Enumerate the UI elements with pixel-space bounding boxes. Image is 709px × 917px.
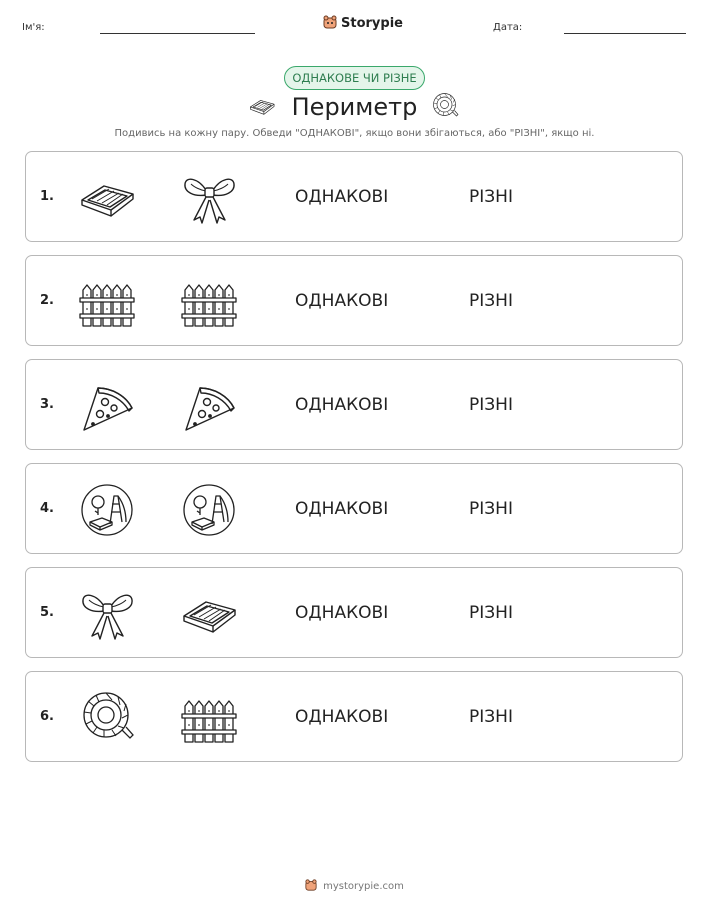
playground-icon	[78, 482, 136, 538]
option-different[interactable]: РІЗНІ	[469, 499, 513, 519]
item-number: 1.	[40, 189, 54, 204]
bow-icon	[78, 586, 136, 642]
option-different[interactable]: РІЗНІ	[469, 603, 513, 623]
fence-icon	[180, 690, 238, 746]
option-different[interactable]: РІЗНІ	[469, 395, 513, 415]
item-number: 4.	[40, 501, 54, 516]
option-same[interactable]: ОДНАКОВІ	[295, 395, 389, 415]
worksheet-header	[0, 18, 709, 42]
option-different[interactable]: РІЗНІ	[469, 707, 513, 727]
footer	[0, 879, 709, 894]
footer-url: mystorypie.com	[323, 881, 404, 892]
pair-card	[25, 151, 683, 242]
pair-card	[25, 359, 683, 450]
option-same[interactable]: ОДНАКОВІ	[295, 187, 389, 207]
option-same[interactable]: ОДНАКОВІ	[295, 291, 389, 311]
tray-icon	[180, 586, 238, 642]
bow-icon	[180, 170, 238, 226]
name-field[interactable]	[100, 33, 255, 34]
pair-card	[25, 567, 683, 658]
option-different[interactable]: РІЗНІ	[469, 187, 513, 207]
option-different[interactable]: РІЗНІ	[469, 291, 513, 311]
tray-icon	[78, 170, 136, 226]
date-field[interactable]	[564, 33, 686, 34]
name-label: Ім'я:	[22, 22, 45, 33]
storypie-mascot-icon	[305, 879, 317, 894]
rope-icon	[78, 690, 136, 746]
date-label: Дата:	[493, 22, 523, 33]
item-number: 5.	[40, 605, 54, 620]
item-number: 6.	[40, 709, 54, 724]
page-title: Периметр	[291, 93, 418, 121]
item-number: 3.	[40, 397, 54, 412]
fence-icon	[78, 274, 136, 330]
option-same[interactable]: ОДНАКОВІ	[295, 707, 389, 727]
pair-card	[25, 255, 683, 346]
playground-icon	[180, 482, 238, 538]
option-same[interactable]: ОДНАКОВІ	[295, 603, 389, 623]
storypie-mascot-icon	[323, 14, 337, 33]
fence-icon	[180, 274, 238, 330]
pizza-slice-icon	[180, 378, 238, 434]
pair-card	[25, 463, 683, 554]
rope-icon	[430, 92, 460, 124]
brand-logo	[323, 14, 403, 33]
brand-name: Storypie	[341, 16, 403, 31]
topic-badge: ОДНАКОВЕ ЧИ РІЗНЕ	[284, 66, 425, 90]
item-number: 2.	[40, 293, 54, 308]
pair-card	[25, 671, 683, 762]
pizza-slice-icon	[78, 378, 136, 434]
option-same[interactable]: ОДНАКОВІ	[295, 499, 389, 519]
instructions: Подивись на кожну пару. Обведи "ОДНАКОВІ", якщо вони збігаються, або "РІЗНІ", якщо ні.	[114, 128, 595, 139]
